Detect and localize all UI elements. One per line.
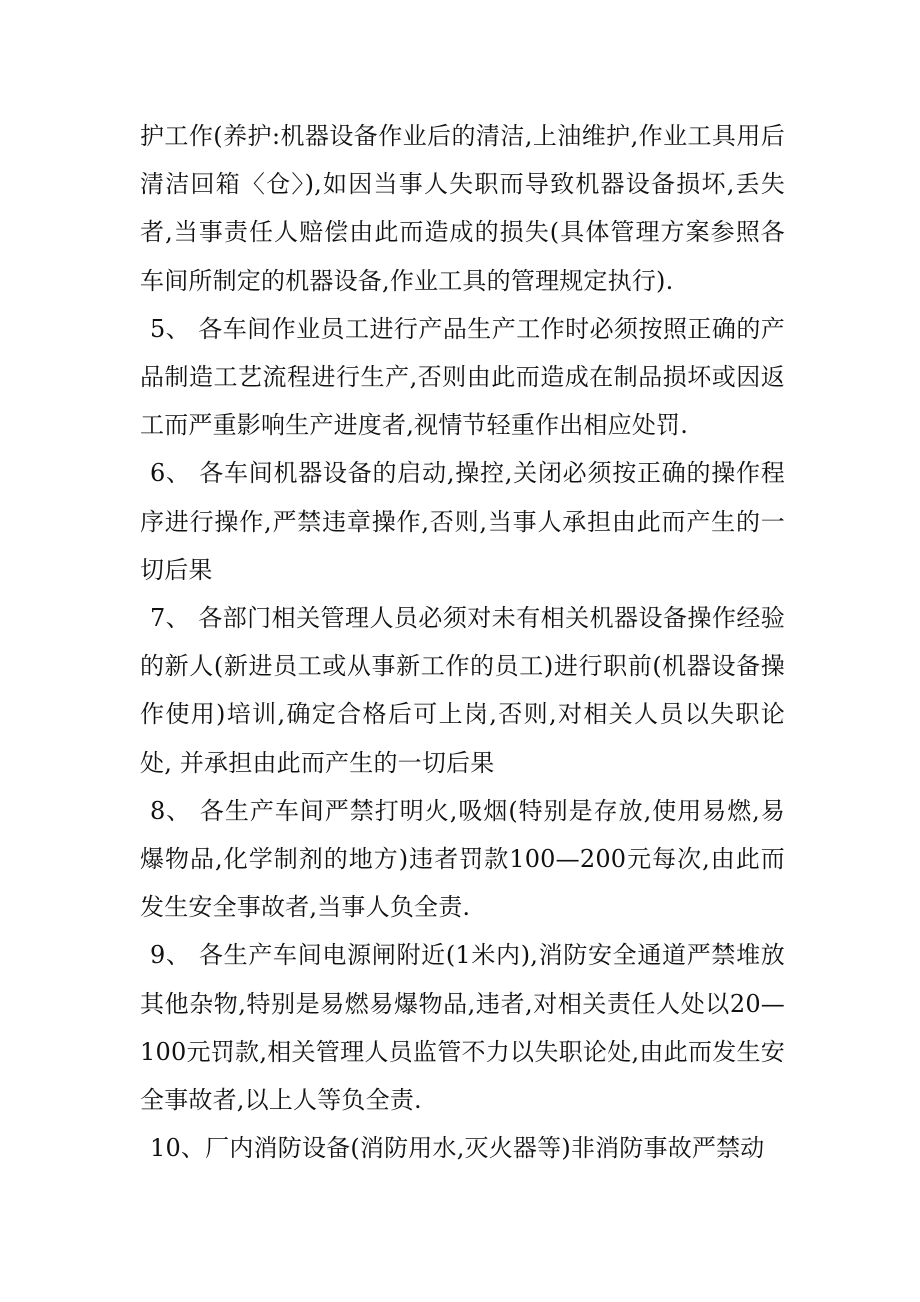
paragraph-item-6: 6、 各车间机器设备的启动,操控,关闭必须按正确的操作程序进行操作,严禁违章操作,否则,当事人承担由此而产生的一切后果 xyxy=(140,459,785,584)
paragraph-item-10: 10、厂内消防设备(消防用水,灭火器等)非消防事故严禁动 xyxy=(150,1134,765,1163)
paragraph-item-5: 5、 各车间作业员工进行产品生产工作时必须按照正确的产品制造工艺流程进行生产,否则由此而造成在制品损坏或因返工而严重影响生产进度者,视情节轻重作出相应处罚. xyxy=(140,314,785,440)
paragraph-item-8: 8、 各生产车间严禁打明火,吸烟(特别是存放,使用易燃,易爆物品,化学制剂的地方)违者罚款100—200元每次,由此而发生安全事故者,当事人负全责. xyxy=(140,796,785,922)
document-body xyxy=(140,112,785,1172)
paragraph-item-7: 7、 各部门相关管理人员必须对未有相关机器设备操作经验的新人(新进员工或从事新工作的员工)进行职前(机器设备操作使用)培训,确定合格后可上岗,否则,对相关人员以失职论处, 并承担由此而产生的一切后果 xyxy=(140,604,785,777)
paragraph-continuation: 护工作(养护:机器设备作业后的清洁,上油维护,作业工具用后清洁回箱〈仓〉),如因当事人失职而导致机器设备损坏,丢失者,当事责任人赔偿由此而造成的损失(具体管理方案参照各车间所制定的机器设备,作业工具的管理规定执行). xyxy=(140,122,785,295)
paragraph-item-9: 9、 各生产车间电源闸附近(1米内),消防安全通道严禁堆放其他杂物,特别是易燃易爆物品,违者,对相关责任人处以20—100元罚款,相关管理人员监管不力以失职论处,由此而发生安全事故者,以上人等负全责. xyxy=(140,941,785,1115)
